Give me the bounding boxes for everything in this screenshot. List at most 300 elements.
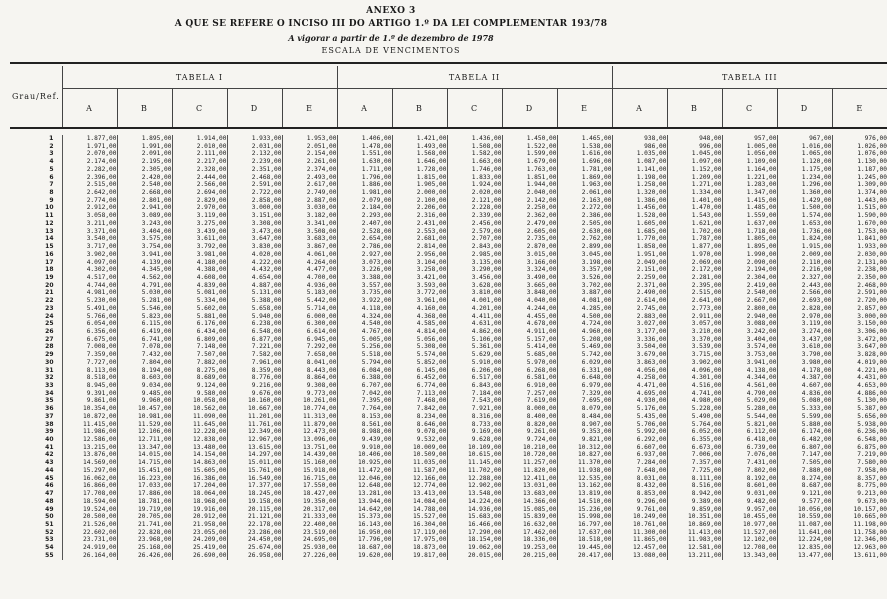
salary-cell: 10.009,00 (392, 444, 447, 452)
grade-cell: 54 (45, 544, 54, 552)
salary-cell: 1.663,00 (447, 158, 502, 166)
salary-cell: 19.158,00 (227, 498, 282, 506)
salary-cell: 8.820,00 (502, 421, 557, 429)
salary-cell: 11.820,00 (502, 467, 557, 475)
salary-cell: 5.281,00 (117, 297, 172, 305)
salary-cell: 3.735,00 (337, 289, 392, 297)
salary-cell: 2.722,00 (227, 189, 282, 197)
salary-cell: 6.452,00 (392, 374, 447, 382)
salary-cell: 4.344,00 (722, 374, 777, 382)
salary-cell: 2.316,00 (392, 212, 447, 220)
salary-cell: 18.154,00 (447, 536, 502, 544)
salary-cell: 9.580,00 (172, 390, 227, 398)
salary-cell: 7.184,00 (447, 390, 502, 398)
salary-cell: 20.015,00 (447, 552, 502, 560)
salary-cell: 1.035,00 (612, 150, 667, 158)
salary-cell: 7.580,00 (832, 459, 887, 467)
salary-cell: 4.178,00 (777, 367, 832, 375)
salary-cell: 5.970,00 (502, 359, 557, 367)
salary-cell: 5.881,00 (172, 313, 227, 321)
salary-cell: 19.445,00 (557, 544, 612, 552)
salary-cell: 2.579,00 (447, 228, 502, 236)
grade-cell: 46 (45, 482, 54, 490)
table-row (10, 243, 887, 251)
salary-cell: 1.198,00 (612, 174, 667, 182)
grade-column-header: Grau/Ref. (12, 92, 60, 101)
salary-cell: 1.877,00 (667, 243, 722, 251)
salary-cell: 16.304,00 (392, 521, 447, 529)
table-row (10, 490, 887, 498)
salary-cell: 13.080,00 (612, 552, 667, 560)
table-row (10, 266, 887, 274)
salary-cell: 8.031,00 (612, 475, 667, 483)
salary-cell: 2.870,00 (502, 243, 557, 251)
salary-cell: 1.582,00 (447, 150, 502, 158)
salary-cell: 2.749,00 (282, 189, 337, 197)
salary-cell: 6.112,00 (722, 428, 777, 436)
salary-cell: 7.582,00 (227, 351, 282, 359)
table-column-letter: D (227, 89, 282, 129)
salary-cell: 8.733,00 (447, 421, 502, 429)
salary-cell: 6.238,00 (227, 320, 282, 328)
salary-cell: 9.439,00 (337, 436, 392, 444)
salary-cell: 2.009,00 (777, 251, 832, 259)
salary-cell: 6.356,00 (62, 328, 117, 336)
salary-cell: 3.647,00 (227, 235, 282, 243)
salary-cell: 1.763,00 (502, 166, 557, 174)
salary-cell: 6.877,00 (227, 336, 282, 344)
salary-cell: 5.208,00 (557, 336, 612, 344)
salary-cell: 2.970,00 (777, 313, 832, 321)
salary-cell: 7.431,00 (722, 459, 777, 467)
table-row (10, 328, 887, 336)
table-column-letter: C (447, 89, 502, 129)
grade-cell: 7 (49, 181, 54, 189)
salary-cell: 4.118,00 (337, 305, 392, 313)
salary-cell: 10.869,00 (667, 521, 722, 529)
grade-cell: 11 (45, 212, 54, 220)
salary-cell: 10.058,00 (172, 397, 227, 405)
salary-cell: 2.668,00 (117, 189, 172, 197)
grade-cell: 9 (49, 196, 54, 204)
salary-cell: 8.775,00 (832, 482, 887, 490)
grade-cell: 52 (45, 528, 54, 536)
salary-cell: 3.306,00 (832, 328, 887, 336)
salary-cell: 3.421,00 (392, 274, 447, 282)
grade-cell: 33 (45, 382, 54, 389)
salary-cell: 2.151,00 (612, 266, 667, 274)
salary-cell: 7.961,00 (227, 359, 282, 367)
salary-cell: 5.081,00 (172, 289, 227, 297)
salary-cell: 3.243,00 (117, 220, 172, 228)
salary-cell: 1.485,00 (722, 204, 777, 212)
salary-cell: 4.561,00 (722, 382, 777, 390)
table-row (10, 135, 887, 143)
salary-cell: 10.249,00 (612, 513, 667, 521)
salary-cell: 4.455,00 (502, 313, 557, 321)
salary-cell: 3.404,00 (722, 336, 777, 344)
salary-cell: 5.256,00 (337, 343, 392, 351)
salary-cell: 3.980,00 (777, 359, 832, 367)
salary-cell: 16.386,00 (172, 475, 227, 483)
grade-cell: 27 (45, 335, 54, 343)
salary-cell: 9.957,00 (722, 506, 777, 514)
salary-cell: 2.468,00 (832, 282, 887, 290)
scale-title: ESCALA DE VENCIMENTOS (321, 46, 461, 55)
salary-cell: 23.731,00 (62, 536, 117, 544)
salary-cell: 2.912,00 (62, 204, 117, 212)
salary-cell: 2.899,00 (557, 243, 612, 251)
salary-cell: 2.941,00 (117, 204, 172, 212)
salary-cell: 5.183,00 (282, 289, 337, 297)
salary-cell: 13.819,00 (557, 490, 612, 498)
salary-cell: 3.902,00 (667, 359, 722, 367)
salary-cell: 8.942,00 (667, 490, 722, 498)
salary-cell: 2.305,00 (117, 166, 172, 174)
table-row (10, 351, 887, 359)
salary-cell: 7.695,00 (557, 397, 612, 405)
salary-cell: 4.700,00 (282, 274, 337, 282)
salary-cell: 6.910,00 (502, 382, 557, 390)
table-row (10, 459, 887, 467)
salary-cell: 1.728,00 (392, 166, 447, 174)
salary-cell: 1.187,00 (832, 166, 887, 174)
salary-cell: 13.683,00 (502, 490, 557, 498)
salary-cell: 18.336,00 (502, 536, 557, 544)
salary-cell: 1.621,00 (667, 220, 722, 228)
salary-cell: 7.543,00 (447, 397, 502, 405)
salary-cell: 2.030,00 (832, 251, 887, 259)
salary-cell: 1.990,00 (722, 251, 777, 259)
salary-cell: 1.221,00 (722, 174, 777, 182)
salary-cell: 11.587,00 (392, 467, 447, 475)
salary-cell: 1.543,00 (667, 212, 722, 220)
salary-cell: 10.872,00 (62, 413, 117, 421)
salary-cell: 2.773,00 (667, 305, 722, 313)
salary-cell: 9.078,00 (392, 428, 447, 436)
salary-cell: 2.828,00 (777, 305, 832, 313)
salary-cell: 1.637,00 (722, 220, 777, 228)
salary-cell: 7.113,00 (392, 390, 447, 398)
salary-cell: 12.967,00 (227, 436, 282, 444)
salary-cell: 3.242,00 (722, 328, 777, 336)
salary-cell: 2.163,00 (557, 197, 612, 205)
salary-cell: 16.797,00 (557, 521, 612, 529)
salary-cell: 2.327,00 (777, 274, 832, 282)
salary-cell: 2.070,00 (62, 150, 117, 158)
salary-cell: 12.457,00 (612, 544, 667, 552)
salary-cell: 6.739,00 (722, 444, 777, 452)
salary-cell: 5.005,00 (337, 336, 392, 344)
salary-cell: 3.717,00 (62, 243, 117, 251)
table-row (10, 421, 887, 429)
salary-cell: 7.727,00 (62, 359, 117, 367)
salary-cell: 1.152,00 (667, 166, 722, 174)
salary-cell: 2.681,00 (392, 235, 447, 243)
salary-cell: 1.833,00 (447, 174, 502, 182)
salary-cell: 6.115,00 (117, 320, 172, 328)
salary-cell: 11.983,00 (667, 536, 722, 544)
salary-cell: 10.210,00 (502, 444, 557, 452)
salary-cell: 12.708,00 (722, 544, 777, 552)
grade-cell: 17 (45, 258, 54, 266)
table-row (10, 529, 887, 537)
salary-cell: 4.839,00 (172, 282, 227, 290)
salary-cell: 2.970,00 (172, 204, 227, 212)
grade-cell: 51 (45, 520, 54, 528)
salary-cell: 2.591,00 (227, 181, 282, 189)
salary-cell: 12.106,00 (117, 428, 172, 436)
salary-cell: 3.961,00 (392, 297, 447, 305)
salary-cell: 2.591,00 (832, 289, 887, 297)
salary-cell: 4.631,00 (447, 320, 502, 328)
grade-cell: 37 (45, 412, 54, 420)
table-row (10, 228, 887, 236)
salary-cell: 7.148,00 (172, 343, 227, 351)
salary-cell: 8.153,00 (337, 413, 392, 421)
salary-cell: 2.395,00 (667, 282, 722, 290)
table-column-letter: A (337, 89, 392, 129)
salary-cell: 8.194,00 (117, 367, 172, 375)
salary-cell: 3.867,00 (282, 243, 337, 251)
salary-cell: 8.432,00 (612, 482, 667, 490)
salary-cell: 4.471,00 (612, 382, 667, 390)
grade-cell: 23 (45, 304, 54, 312)
salary-cell: 9.577,00 (777, 498, 832, 506)
salary-cell: 4.724,00 (557, 320, 612, 328)
salary-cell: 11.415,00 (62, 421, 117, 429)
document-subtitle: A QUE SE REFERE O INCISO III DO ARTIGO 1.º DA LEI COMPLEMENTAR 193/78 (174, 19, 608, 29)
salary-cell: 6.875,00 (832, 444, 887, 452)
salary-cell: 4.180,00 (172, 259, 227, 267)
salary-scale-table (10, 62, 887, 560)
salary-cell: 11.300,00 (612, 529, 667, 537)
salary-cell: 10.559,00 (777, 513, 832, 521)
grade-cell: 45 (45, 474, 54, 482)
salary-cell: 4.741,00 (667, 390, 722, 398)
table-group-label: TABELA III (612, 66, 887, 89)
salary-cell: 16.950,00 (337, 529, 392, 537)
salary-cell: 4.411,00 (447, 313, 502, 321)
salary-cell: 17.290,00 (447, 529, 502, 537)
grade-cell: 42 (45, 451, 54, 459)
salary-cell: 7.958,00 (832, 467, 887, 475)
salary-cell: 2.217,00 (172, 158, 227, 166)
grade-cell: 19 (45, 273, 54, 281)
salary-cell: 1.895,00 (722, 243, 777, 251)
grade-cell: 20 (45, 281, 54, 289)
salary-cell: 10.774,00 (282, 405, 337, 413)
salary-cell: 24.695,00 (282, 536, 337, 544)
salary-cell: 5.658,00 (227, 305, 282, 313)
salary-cell: 15.451,00 (117, 467, 172, 475)
table-column-letter: B (667, 89, 722, 129)
salary-cell: 1.630,00 (337, 158, 392, 166)
salary-cell: 8.041,00 (282, 359, 337, 367)
salary-cell: 5.714,00 (282, 305, 337, 313)
salary-cell: 3.388,00 (337, 274, 392, 282)
salary-cell: 2.911,00 (667, 313, 722, 321)
salary-cell: 13.944,00 (337, 498, 392, 506)
salary-cell: 9.169,00 (447, 428, 502, 436)
salary-cell: 8.275,00 (172, 367, 227, 375)
salary-cell: 3.702,00 (557, 282, 612, 290)
salary-cell: 6.774,00 (392, 382, 447, 390)
table-column-letter: A (62, 89, 117, 129)
salary-cell: 4.862,00 (447, 328, 502, 336)
salary-cell: 9.910,00 (337, 444, 392, 452)
salary-cell: 1.971,00 (62, 143, 117, 151)
salary-cell: 9.121,00 (777, 490, 832, 498)
salary-cell: 3.863,00 (612, 359, 667, 367)
salary-cell: 16.143,00 (337, 521, 392, 529)
salary-cell: 6.945,00 (282, 336, 337, 344)
table-row (10, 382, 887, 390)
salary-cell: 2.883,00 (612, 313, 667, 321)
salary-cell: 4.790,00 (722, 390, 777, 398)
salary-cell: 8.316,00 (447, 413, 502, 421)
salary-cell: 8.603,00 (117, 374, 172, 382)
salary-cell: 4.930,00 (612, 397, 667, 405)
salary-cell: 3.030,00 (282, 204, 337, 212)
salary-cell: 13.162,00 (557, 482, 612, 490)
salary-cell: 3.058,00 (62, 212, 117, 220)
salary-cell: 2.407,00 (337, 220, 392, 228)
table-row (10, 289, 887, 297)
salary-cell: 5.574,00 (392, 351, 447, 359)
salary-cell: 8.443,00 (282, 367, 337, 375)
salary-cell: 5.880,00 (777, 421, 832, 429)
salary-cell: 10.312,00 (557, 444, 612, 452)
salary-cell: 10.457,00 (117, 405, 172, 413)
salary-cell: 1.415,00 (722, 197, 777, 205)
salary-cell: 12.774,00 (392, 482, 447, 490)
salary-cell: 1.574,00 (777, 212, 832, 220)
salary-cell: 2.293,00 (337, 212, 392, 220)
table-row (10, 552, 887, 560)
salary-cell: 23.055,00 (172, 529, 227, 537)
table-row (10, 513, 887, 521)
salary-cell: 1.334,00 (667, 189, 722, 197)
salary-cell: 3.150,00 (832, 320, 887, 328)
salary-cell: 1.605,00 (612, 220, 667, 228)
salary-cell: 14.863,00 (172, 459, 227, 467)
salary-cell: 2.540,00 (117, 181, 172, 189)
grade-cell: 22 (45, 297, 54, 305)
salary-cell: 2.371,00 (612, 282, 667, 290)
salary-cell: 2.774,00 (62, 197, 117, 205)
salary-cell: 4.040,00 (502, 297, 557, 305)
salary-cell: 986,00 (612, 143, 667, 151)
salary-cell: 8.601,00 (722, 482, 777, 490)
salary-cell: 4.887,00 (227, 282, 282, 290)
salary-cell: 2.479,00 (502, 220, 557, 228)
grade-cell: 21 (45, 289, 54, 297)
salary-cell: 25.419,00 (172, 544, 227, 552)
salary-cell: 2.282,00 (62, 166, 117, 174)
salary-cell: 13.611,00 (832, 552, 887, 560)
salary-cell: 7.257,00 (502, 390, 557, 398)
salary-cell: 1.711,00 (337, 166, 392, 174)
salary-cell: 2.707,00 (447, 235, 502, 243)
salary-cell: 1.991,00 (117, 143, 172, 151)
salary-cell: 9.261,00 (502, 428, 557, 436)
salary-cell: 5.130,00 (832, 397, 887, 405)
salary-cell: 14.569,00 (62, 459, 117, 467)
salary-cell: 8.113,00 (62, 367, 117, 375)
effective-date-note: A vigorar a partir de 1.º de dezembro de 1978 (288, 33, 494, 43)
salary-cell: 2.111,00 (172, 150, 227, 158)
grade-cell: 29 (45, 351, 54, 359)
salary-cell: 5.308,00 (392, 343, 447, 351)
salary-cell: 6.517,00 (447, 374, 502, 382)
grade-cell: 55 (45, 551, 54, 559)
salary-cell: 11.761,00 (227, 421, 282, 429)
salary-cell: 8.000,00 (502, 405, 557, 413)
salary-cell: 4.387,00 (777, 374, 832, 382)
salary-cell: 4.562,00 (117, 274, 172, 282)
salary-cell: 6.084,00 (337, 367, 392, 375)
salary-cell: 15.236,00 (557, 506, 612, 514)
table-row (10, 436, 887, 444)
salary-cell: 1.559,00 (722, 212, 777, 220)
salary-cell: 5.387,00 (832, 405, 887, 413)
salary-cell: 5.764,00 (667, 421, 722, 429)
salary-cell: 2.843,00 (447, 243, 502, 251)
salary-cell: 12.228,00 (172, 428, 227, 436)
salary-cell: 1.696,00 (557, 158, 612, 166)
salary-cell: 15.918,00 (282, 467, 337, 475)
salary-cell: 1.005,00 (722, 143, 777, 151)
salary-cell: 18.518,00 (557, 536, 612, 544)
salary-cell: 3.848,00 (502, 289, 557, 297)
salary-cell: 6.206,00 (447, 367, 502, 375)
salary-cell: 1.515,00 (832, 204, 887, 212)
salary-cell: 10.925,00 (337, 459, 392, 467)
salary-cell: 6.300,00 (282, 320, 337, 328)
salary-cell: 4.368,00 (392, 313, 447, 321)
salary-cell: 6.418,00 (722, 436, 777, 444)
salary-cell: 11.529,00 (117, 421, 172, 429)
salary-cell: 1.736,00 (777, 228, 832, 236)
salary-cell: 4.886,00 (832, 390, 887, 398)
salary-cell: 7.725,00 (667, 467, 722, 475)
salary-cell: 14.297,00 (227, 451, 282, 459)
salary-cell: 967,00 (777, 135, 832, 143)
salary-cell: 1.551,00 (337, 150, 392, 158)
salary-cell: 4.960,00 (557, 328, 612, 336)
salary-cell: 1.858,00 (612, 243, 667, 251)
salary-cell: 10.351,00 (667, 513, 722, 521)
salary-cell: 6.292,00 (612, 436, 667, 444)
salary-cell: 6.434,00 (172, 328, 227, 336)
salary-cell: 2.617,00 (282, 181, 337, 189)
salary-cell: 3.135,00 (447, 259, 502, 267)
grade-cell: 14 (45, 235, 54, 243)
salary-cell: 19.350,00 (282, 498, 337, 506)
salary-cell: 1.493,00 (392, 143, 447, 151)
salary-cell: 9.296,00 (612, 498, 667, 506)
salary-cell: 22.178,00 (227, 521, 282, 529)
salary-cell: 15.160,00 (282, 459, 337, 467)
salary-cell: 5.656,00 (832, 413, 887, 421)
salary-cell: 1.886,00 (337, 181, 392, 189)
grade-cell: 50 (45, 513, 54, 521)
salary-cell: 2.374,00 (282, 166, 337, 174)
salary-cell: 6.607,00 (612, 444, 667, 452)
salary-cell: 2.040,00 (502, 189, 557, 197)
salary-cell: 4.056,00 (612, 367, 667, 375)
